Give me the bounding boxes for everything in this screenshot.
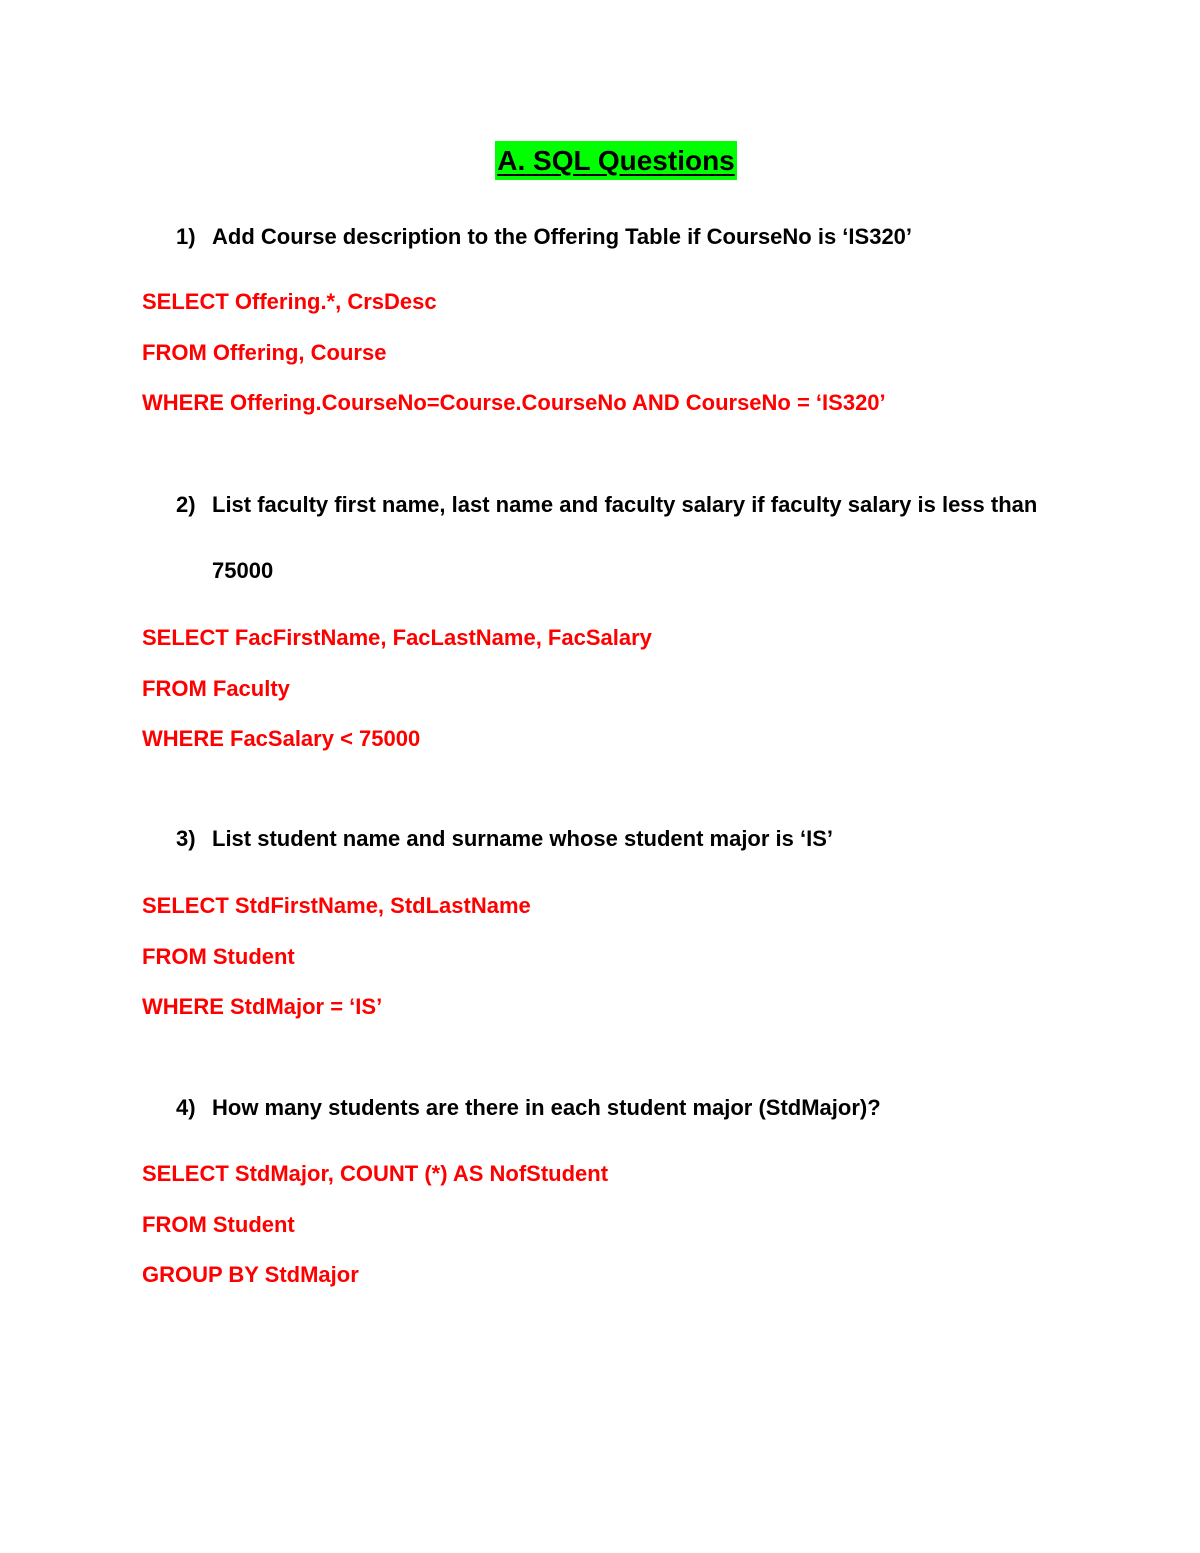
- sql-line: FROM Offering, Course: [142, 339, 387, 365]
- question-text: How many students are there in each student major (StdMajor)?: [212, 1095, 881, 1120]
- question-text: Add Course description to the Offering Table if CourseNo is ‘IS320’: [212, 224, 913, 249]
- question-number: 1): [176, 224, 196, 249]
- question-3: [176, 806, 1076, 872]
- sql-line: SELECT StdFirstName, StdLastName: [142, 893, 531, 918]
- sql-block-3: [142, 891, 531, 1043]
- title-wrapper: [0, 141, 1200, 180]
- sql-line: SELECT FacFirstName, FacLastName, FacSalary: [142, 625, 652, 650]
- question-text: List student name and surname whose student major is ‘IS’: [212, 826, 834, 851]
- sql-line: WHERE StdMajor = ‘IS’: [142, 994, 383, 1019]
- question-number: 3): [176, 826, 196, 851]
- sql-block-1: [142, 287, 886, 439]
- sql-line: FROM Student: [142, 943, 295, 969]
- question-number: 2): [176, 492, 196, 517]
- question-4: [176, 1075, 1076, 1141]
- sql-line: FROM Student: [142, 1211, 295, 1237]
- sql-block-4: [142, 1159, 608, 1311]
- sql-line: GROUP BY StdMajor: [142, 1262, 359, 1287]
- sql-line: SELECT Offering.*, CrsDesc: [142, 289, 437, 314]
- sql-block-2: [142, 623, 652, 775]
- sql-line: FROM Faculty: [142, 675, 290, 701]
- sql-line: WHERE Offering.CourseNo=Course.CourseNo AND CourseNo = ‘IS320’: [142, 390, 886, 415]
- question-2: [176, 472, 1076, 604]
- question-text: List faculty first name, last name and faculty salary if faculty salary is less than 75000: [212, 492, 1038, 583]
- question-number: 4): [176, 1095, 196, 1120]
- sql-line: WHERE FacSalary < 75000: [142, 726, 421, 751]
- page-title: A. SQL Questions: [495, 141, 737, 180]
- question-1: [176, 204, 1076, 270]
- sql-line: SELECT StdMajor, COUNT (*) AS NofStudent: [142, 1161, 609, 1186]
